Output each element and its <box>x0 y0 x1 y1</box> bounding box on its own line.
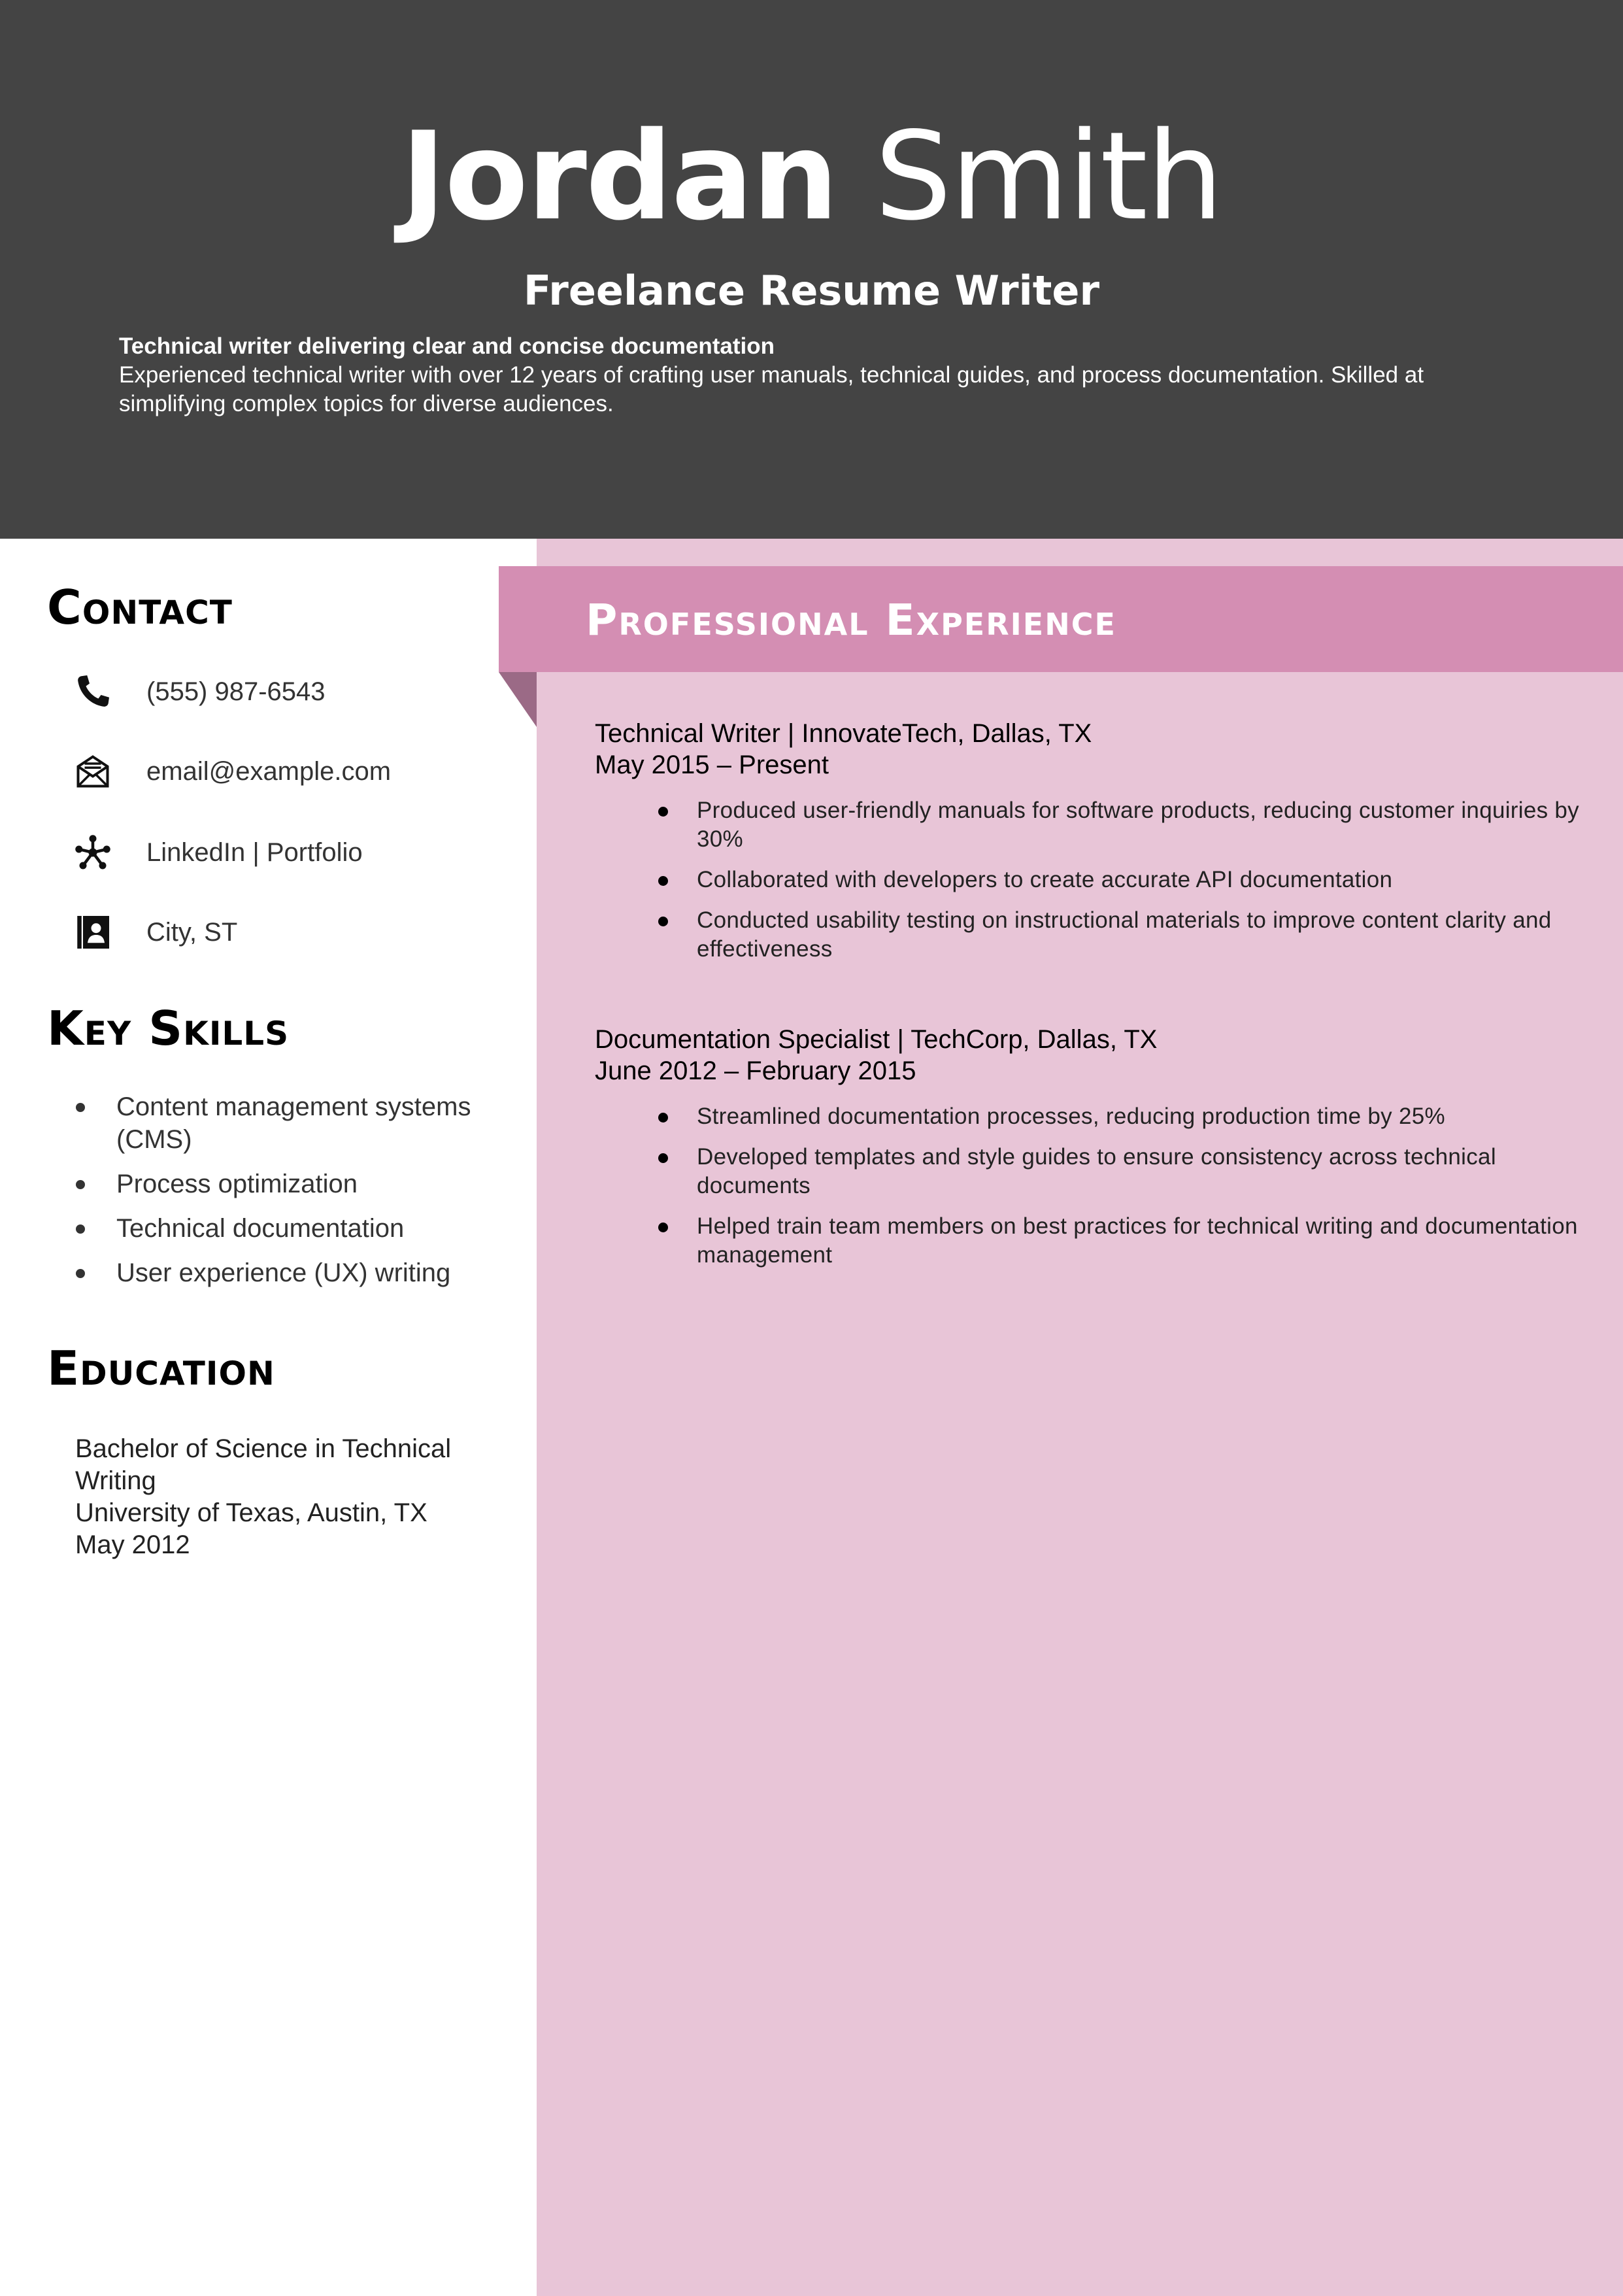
job-bullet: Collaborated with developers to create accurate API documentation <box>595 866 1588 894</box>
contact-location <box>73 907 478 960</box>
job-dates: June 2012 – February 2015 <box>595 1056 916 1085</box>
job-bullets <box>595 1102 1588 1270</box>
job-bullets <box>595 796 1588 964</box>
banner-fold <box>499 672 537 727</box>
first-name: Jordan <box>401 105 837 247</box>
job-bullet: Helped train team members on best practices for technical writing and documentation management <box>595 1212 1588 1270</box>
contact-heading: Contact <box>47 580 233 635</box>
skills-heading: Key Skills <box>47 1001 290 1056</box>
skill-item: Technical documentation <box>73 1212 492 1245</box>
summary-headline: Technical writer delivering clear and concise documentation <box>119 333 775 359</box>
experience-heading: Professional Experience <box>586 595 1116 645</box>
job-title: Freelance Resume Writer <box>523 267 1100 314</box>
links-text: LinkedIn | Portfolio <box>146 838 363 867</box>
graduation-date: May 2012 <box>75 1530 190 1559</box>
summary <box>119 332 1479 418</box>
resume-header <box>0 0 1623 539</box>
job-role: Technical Writer | InnovateTech, Dallas, TX <box>595 719 1092 748</box>
contact-phone <box>73 667 478 719</box>
degree: Bachelor of Science in Technical Writing <box>75 1434 452 1495</box>
envelope-icon <box>73 752 112 791</box>
job-dates: May 2015 – Present <box>595 751 829 779</box>
skills-list <box>73 1090 492 1301</box>
job-role: Documentation Specialist | TechCorp, Dallas, TX <box>595 1025 1158 1054</box>
job-bullet: Developed templates and style guides to ensure consistency across technical documents <box>595 1143 1588 1200</box>
summary-body: Experienced technical writer with over 12 years of crafting user manuals, technical guides, and process documentation. Skilled at simplifying complex topics for diverse audiences. <box>119 362 1424 416</box>
education-entry <box>75 1433 494 1561</box>
job-entry <box>595 1024 1588 1281</box>
candidate-name <box>0 105 1623 248</box>
job-bullet: Produced user-friendly manuals for software products, reducing customer inquiries by 30% <box>595 796 1588 854</box>
education-heading: Education <box>47 1341 275 1396</box>
contact-email <box>73 747 478 799</box>
job-entry <box>595 718 1588 975</box>
last-name: Smith <box>875 105 1222 247</box>
network-icon <box>73 833 112 872</box>
job-bullet: Conducted usability testing on instructional materials to improve content clarity and effectiveness <box>595 906 1588 964</box>
phone-icon <box>73 672 112 711</box>
address-book-icon <box>73 913 112 952</box>
skill-item: Content management systems (CMS) <box>73 1090 492 1156</box>
location-text: City, ST <box>146 918 238 947</box>
email-text: email@example.com <box>146 757 392 786</box>
skill-item: User experience (UX) writing <box>73 1257 492 1289</box>
job-bullet: Streamlined documentation processes, reducing production time by 25% <box>595 1102 1588 1131</box>
phone-text: (555) 987-6543 <box>146 677 326 706</box>
contact-links <box>73 828 478 880</box>
skill-item: Process optimization <box>73 1168 492 1200</box>
school: University of Texas, Austin, TX <box>75 1498 427 1527</box>
